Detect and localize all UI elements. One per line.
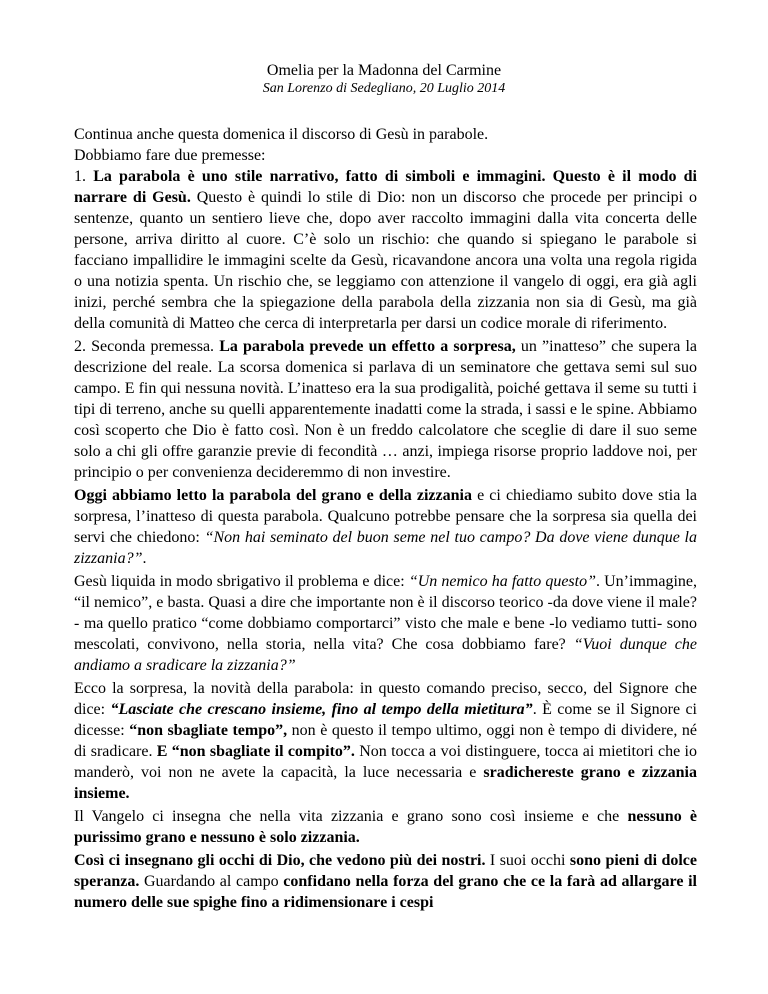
paragraph-3 (74, 485, 697, 569)
paragraph-6-text: Il Vangelo ci insegna che nella vita zizzania e grano sono così insieme e che (74, 808, 628, 825)
paragraph-1-text: Questo è quindi lo stile di Dio: non un discorso che procede per principi o sentenze, quanto un sentiero lieve che, dopo aver raccolto immagini dalla vita concerta delle persone, arriva diritto al cuore. C’è solo un rischio: che quando si spiegano le parabole si facciano impallidire le immagini scelte da Gesù, ricavandone ancora una volta una regola rigida o una notizia spenta. Un rischio che, se leggiamo con attenzione il vangelo di oggi, era già agli inizi, perché sembra che la spiegazione della parabola della zizzania non sia di Gesù, ma già della comunità di Matteo che cerca di interpretarla per darsi un codice morale di riferimento. (74, 189, 698, 332)
paragraph-7-bold-b: sono pieni di dolce speranza. (74, 852, 697, 890)
paragraph-5-text-c: non è questo il tempo ultimo, oggi non è tempo di dividere, né di sradicare. (74, 722, 698, 760)
paragraph-4-quote-a: “Un nemico ha fatto questo” (408, 573, 596, 590)
paragraph-5-text-b: . È come se il Signore ci dicesse: (74, 701, 697, 739)
paragraph-5-bold-c: sradichereste grano e zizzania insieme. (74, 764, 698, 802)
intro-line-1: Continua anche questa domenica il discorso di Gesù in parabole. (74, 126, 489, 143)
paragraph-1-bold: La parabola è uno stile narrativo, fatto di simboli e immagini. Questo è il modo di narrare di Gesù. (74, 168, 697, 206)
paragraph-4 (74, 571, 697, 676)
paragraph-2 (74, 336, 697, 483)
paragraph-3-end: . (142, 550, 147, 567)
paragraph-1 (74, 166, 697, 334)
paragraph-5-text-a: Ecco la sorpresa, la novità della parabola: in questo comando preciso, secco, del Signore che dice: (74, 680, 697, 718)
document-title: Omelia per la Madonna del Carmine (266, 62, 502, 79)
paragraph-7-text-a: I suoi occhi (485, 852, 570, 869)
paragraph-4-text-b: . Un’immagine, “il nemico”, e basta. Quasi a dire che importante non è il discorso teorico -da dove viene il male?- ma quello pratico “come dobbiamo comportarci” visto che male e bene -lo vediamo tutti- sono mescolati, convivono, nella storia, nella vita? Che cosa dobbiamo fare? (74, 573, 697, 653)
paragraph-2-text: un ”inatteso” che supera la descrizione del reale. La scorsa domenica si parlava di un seminatore che gettava semi sul suo campo. E fin qui nessuna novità. L’inatteso era la sua prodigalità, poiché gettava il seme su tutti i tipi di terreno, anche su quelli apparentemente inadatti come la strada, i sassi e le spine. Abbiamo così scoperto che Dio è fatto così. Non è un freddo calcolatore che sceglie di dare il suo seme solo a chi gli offre garanzie previe di fecondità … anzi, impiega risorse proprio laddove noi, per principio o per convenienza decideremmo di non investire. (74, 338, 698, 481)
paragraph-7 (74, 850, 697, 913)
paragraph-3-quote: “Non hai seminato del buon seme nel tuo campo? Da dove viene dunque la zizzania?” (74, 529, 697, 567)
paragraph-2-lead: 2. Seconda premessa. (74, 338, 220, 355)
paragraph-5-bold-a: “non sbagliate tempo”, (129, 722, 288, 739)
paragraph-3-bold: Oggi abbiamo letto la parabola del grano e della zizzania (74, 487, 472, 504)
paragraph-5-quote: “Lasciate che crescano insieme, fino al tempo della mietitura” (110, 701, 533, 718)
paragraph-4-text-a: Gesù liquida in modo sbrigativo il problema e dice: (74, 573, 409, 590)
paragraph-4-quote-b: “Vuoi dunque che andiamo a sradicare la zizzania?” (74, 636, 698, 674)
paragraph-6-bold: nessuno è purissimo grano e nessuno è solo zizzania. (74, 808, 697, 846)
paragraph-7-bold-a: Così ci insegnano gli occhi di Dio, che vedono più dei nostri. (74, 852, 486, 869)
paragraph-1-number: 1. (74, 168, 94, 185)
intro-line-2: Dobbiamo fare due premesse: (74, 147, 266, 164)
paragraph-5-text-d: Non tocca a voi distinguere, tocca ai mietitori che io manderò, voi non ne avete la capacità, la luce necessaria e (74, 743, 697, 781)
paragraph-6 (74, 806, 697, 848)
paragraph-2-bold: La parabola prevede un effetto a sorpresa, (219, 338, 516, 355)
paragraph-5 (74, 678, 697, 804)
document-subtitle: San Lorenzo di Sedegliano, 20 Luglio 2014 (262, 81, 506, 96)
paragraph-7-bold-c: confidano nella forza del grano che ce la farà ad allargare il numero delle sue spighe fino a ridimensionare i cespi (74, 873, 697, 911)
paragraph-7-text-b: Guardando al campo (139, 873, 284, 890)
paragraph-5-bold-b: E “non sbagliate il compito”. (156, 743, 355, 760)
document-body (74, 124, 697, 915)
paragraph-3-text: e ci chiediamo subito dove stia la sorpresa, l’inatteso di questa parabola. Qualcuno potrebbe pensare che la sorpresa sia quella dei servi che chiedono: (74, 487, 698, 546)
